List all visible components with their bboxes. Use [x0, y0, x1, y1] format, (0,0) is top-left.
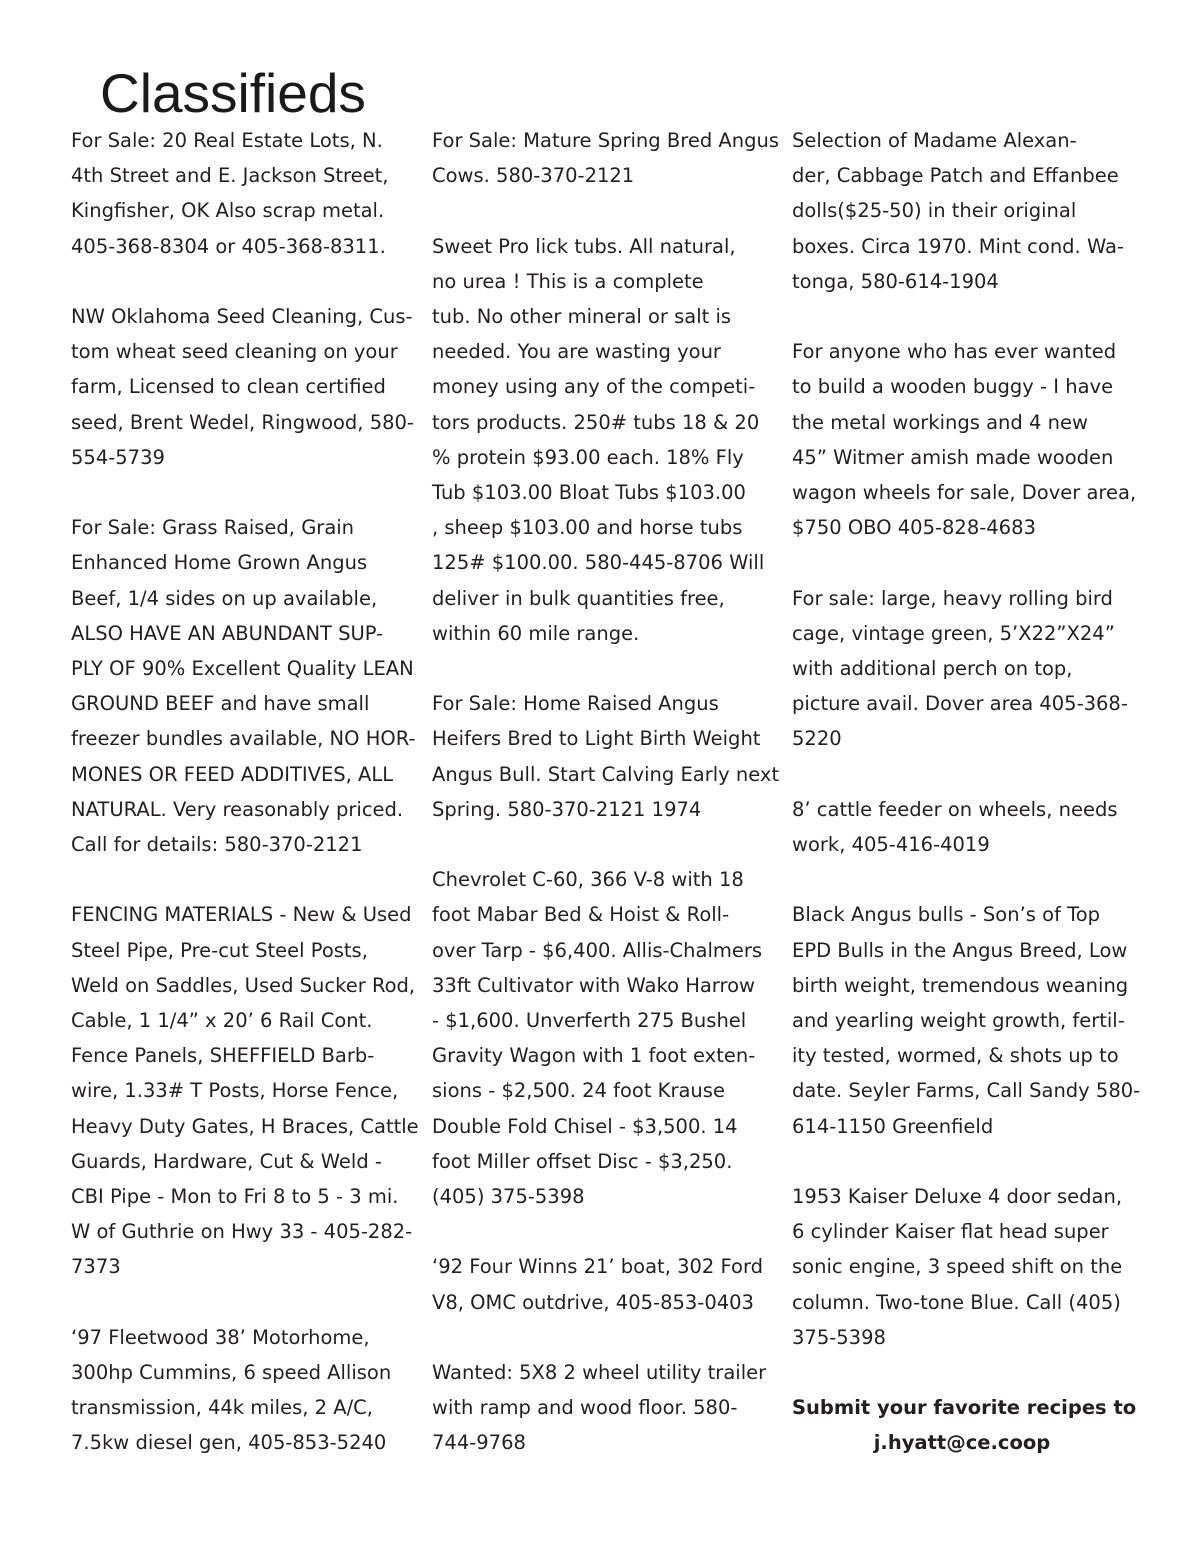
ad-text-line: and yearling weight growth, fertil-	[792, 1009, 1125, 1033]
ad-text-line: Call for details: 580-370-2121	[71, 833, 363, 857]
classified-ad	[432, 1249, 777, 1319]
ad-text-line: Steel Pipe, Pre-cut Steel Posts,	[71, 938, 368, 962]
ad-text-line: Gravity Wagon with 1 foot exten-	[432, 1044, 756, 1068]
ad-text-line: 300hp Cummins, 6 speed Allison	[71, 1361, 392, 1385]
ad-text-line: to build a wooden buggy - I have	[792, 375, 1114, 399]
ad-text-line: deliver in bulk quantities free,	[432, 586, 725, 610]
ad-text-line: Wanted: 5X8 2 wheel utility trailer	[432, 1361, 767, 1385]
ad-text-line: MONES OR FEED ADDITIVES, ALL	[71, 762, 394, 786]
ad-text-line: 375-5398	[792, 1325, 886, 1349]
ad-text-line: $750 OBO 405-828-4683	[792, 516, 1036, 540]
ad-text-line: NATURAL. Very reasonably priced.	[71, 797, 404, 821]
ad-text-line: Heifers Bred to Light Birth Weight	[432, 727, 761, 751]
ad-text-line: sonic engine, 3 speed shift on the	[792, 1255, 1123, 1279]
classified-ad	[432, 862, 777, 1214]
ad-text-line: 614-1150 Greenfield	[792, 1114, 994, 1138]
ad-text-line: Double Fold Chisel - $3,500. 14	[432, 1114, 738, 1138]
ad-text-line: der, Cabbage Patch and Effanbee	[792, 164, 1119, 188]
ad-text-line: Guards, Hardware, Cut & Weld -	[71, 1149, 382, 1173]
ad-text-line: W of Guthrie on Hwy 33 - 405-282-	[71, 1220, 413, 1244]
ad-text-line: needed. You are wasting your	[432, 340, 721, 364]
ad-text-line: the metal workings and 4 new	[792, 410, 1088, 434]
ad-text-line: birth weight, tremendous weaning	[792, 973, 1129, 997]
ad-text-line: foot Mabar Bed & Hoist & Roll-	[432, 903, 730, 927]
classified-ad	[792, 334, 1137, 545]
classified-ad	[792, 581, 1132, 757]
ad-text-line: tonga, 580-614-1904	[792, 269, 999, 293]
ad-text-line: NW Oklahoma Seed Cleaning, Cus-	[71, 305, 413, 328]
ad-text-line: foot Miller offset Disc - $3,250.	[432, 1149, 733, 1173]
ad-text-line: farm, Licensed to clean certified	[71, 375, 386, 399]
classifieds-column-2	[432, 123, 780, 1496]
classified-ad	[792, 123, 1132, 299]
ad-text-line: 6 cylinder Kaiser flat head super	[792, 1220, 1109, 1244]
ad-text-line: tub. No other mineral or salt is	[432, 305, 732, 328]
ad-text-line: boxes. Circa 1970. Mint cond. Wa-	[792, 234, 1124, 258]
ad-text-line: V8, OMC outdrive, 405-853-0403	[432, 1290, 754, 1314]
ad-text-line: CBI Pipe - Mon to Fri 8 to 5 - 3 mi.	[71, 1185, 399, 1209]
classified-ad	[71, 123, 416, 264]
classified-ad	[71, 510, 416, 862]
ad-text-line: Sweet Pro lick tubs. All natural,	[432, 234, 736, 258]
submission-email: j.hyatt@ce.coop	[873, 1431, 1051, 1455]
ad-text-line: with ramp and wood floor. 580-	[432, 1396, 738, 1420]
ad-text-line: Kingfisher, OK Also scrap metal.	[71, 199, 385, 223]
classified-ad	[432, 229, 777, 651]
classifieds-column-1	[71, 123, 419, 1496]
ad-text-line: ‘92 Four Winns 21’ boat, 302 Ford	[432, 1255, 764, 1279]
ad-text-line: wire, 1.33# T Posts, Horse Fence,	[71, 1079, 399, 1103]
ad-text-line: ALSO HAVE AN ABUNDANT SUP-	[71, 621, 384, 645]
ad-text-line: Spring. 580-370-2121 1974	[432, 797, 702, 821]
ad-text-line: EPD Bulls in the Angus Breed, Low	[792, 938, 1128, 962]
classified-ad	[432, 686, 780, 827]
ad-text-line: Cows. 580-370-2121	[432, 164, 635, 188]
ad-text-line: over Tarp - $6,400. Allis-Chalmers	[432, 938, 763, 962]
ad-text-line: Heavy Duty Gates, H Braces, Cattle	[71, 1114, 419, 1138]
ad-text-line: tors products. 250# tubs 18 & 20	[432, 410, 760, 434]
ad-text-line: 554-5739	[71, 445, 165, 469]
ad-text-line: work, 405-416-4019	[792, 833, 990, 857]
recipe-submission-notice	[792, 1390, 1137, 1460]
classified-ad	[71, 299, 416, 475]
ad-text-line: 744-9768	[432, 1431, 526, 1455]
ad-text-line: % protein $93.00 each. 18% Fly	[432, 445, 744, 469]
ad-text-line: 7373	[71, 1255, 121, 1279]
ad-text-line: Angus Bull. Start Calving Early next	[432, 762, 780, 786]
ad-text-line: For Sale: Grass Raised, Grain	[71, 516, 355, 540]
ad-text-line: Chevrolet C-60, 366 V-8 with 18	[432, 868, 744, 892]
ad-text-line: 1953 Kaiser Deluxe 4 door sedan,	[792, 1185, 1123, 1209]
ad-text-line: freezer bundles available, NO HOR-	[71, 727, 416, 751]
ad-text-line: Selection of Madame Alexan-	[792, 129, 1077, 152]
ad-text-line: For anyone who has ever wanted	[792, 340, 1117, 364]
ad-text-line: within 60 mile range.	[432, 621, 640, 645]
ad-text-line: 405-368-8304 or 405-368-8311.	[71, 234, 386, 258]
notice-text-line: Submit your favorite recipes to	[792, 1396, 1137, 1420]
classified-ad	[432, 123, 780, 193]
ad-text-line: PLY OF 90% Excellent Quality LEAN	[71, 657, 414, 681]
ad-text-line: Weld on Saddles, Used Sucker Rod,	[71, 973, 416, 997]
classified-ad	[792, 1179, 1132, 1355]
ad-text-line: Fence Panels, SHEFFIELD Barb-	[71, 1044, 375, 1068]
ad-text-line: date. Seyler Farms, Call Sandy 580-	[792, 1079, 1141, 1103]
ad-text-line: Cable, 1 1/4” x 20’ 6 Rail Cont.	[71, 1009, 373, 1033]
ad-text-line: no urea ! This is a complete	[432, 269, 704, 293]
classified-ad	[792, 897, 1141, 1143]
ad-text-line: 5220	[792, 727, 842, 751]
ad-text-line: with additional perch on top,	[792, 657, 1073, 681]
ad-text-line: column. Two-tone Blue. Call (405)	[792, 1290, 1121, 1314]
ad-text-line: picture avail. Dover area 405-368-	[792, 692, 1128, 716]
ad-text-line: Enhanced Home Grown Angus	[71, 551, 368, 575]
ad-text-line: , sheep $103.00 and horse tubs	[432, 516, 743, 540]
ad-text-line: For Sale: Home Raised Angus	[432, 692, 719, 716]
ad-text-line: ‘97 Fleetwood 38’ Motorhome,	[71, 1325, 370, 1349]
ad-text-line: sions - $2,500. 24 foot Krause	[432, 1079, 725, 1103]
classified-ad	[792, 792, 1132, 862]
ad-text-line: 33ft Cultivator with Wako Harrow	[432, 973, 755, 997]
ad-text-line: tom wheat seed cleaning on your	[71, 340, 398, 364]
ad-text-line: 8’ cattle feeder on wheels, needs	[792, 797, 1118, 821]
ad-text-line: ity tested, wormed, & shots up to	[792, 1044, 1119, 1068]
classifieds-column-3	[792, 123, 1141, 1461]
ad-text-line: money using any of the competi-	[432, 375, 756, 399]
ad-text-line: FENCING MATERIALS - New & Used	[71, 903, 412, 927]
ad-text-line: - $1,600. Unverferth 275 Bushel	[432, 1009, 747, 1033]
classified-ad	[71, 1320, 416, 1461]
classified-ad	[71, 897, 419, 1284]
classified-ad	[432, 1355, 777, 1461]
ad-text-line: (405) 375-5398	[432, 1185, 585, 1209]
ad-text-line: GROUND BEEF and have small	[71, 692, 370, 716]
ad-text-line: 7.5kw diesel gen, 405-853-5240	[71, 1431, 387, 1455]
ad-text-line: Tub $103.00 Bloat Tubs $103.00	[432, 481, 746, 505]
ad-text-line: For Sale: 20 Real Estate Lots, N.	[71, 129, 383, 152]
ad-text-line: dolls($25-50) in their original	[792, 199, 1077, 223]
ad-text-line: For sale: large, heavy rolling bird	[792, 586, 1113, 610]
ad-text-line: seed, Brent Wedel, Ringwood, 580-	[71, 410, 414, 434]
ad-text-line: For Sale: Mature Spring Bred Angus	[432, 129, 780, 152]
ad-text-line: cage, vintage green, 5’X22”X24”	[792, 621, 1115, 645]
ad-text-line: 4th Street and E. Jackson Street,	[71, 164, 389, 188]
ad-text-line: Beef, 1/4 sides on up available,	[71, 586, 378, 610]
ad-text-line: Black Angus bulls - Son’s of Top	[792, 903, 1101, 927]
ad-text-line: wagon wheels for sale, Dover area,	[792, 481, 1137, 505]
ad-text-line: 45” Witmer amish made wooden	[792, 445, 1114, 469]
page-title: Classifieds	[100, 62, 366, 124]
ad-text-line: transmission, 44k miles, 2 A/C,	[71, 1396, 373, 1420]
ad-text-line: 125# $100.00. 580-445-8706 Will	[432, 551, 765, 575]
